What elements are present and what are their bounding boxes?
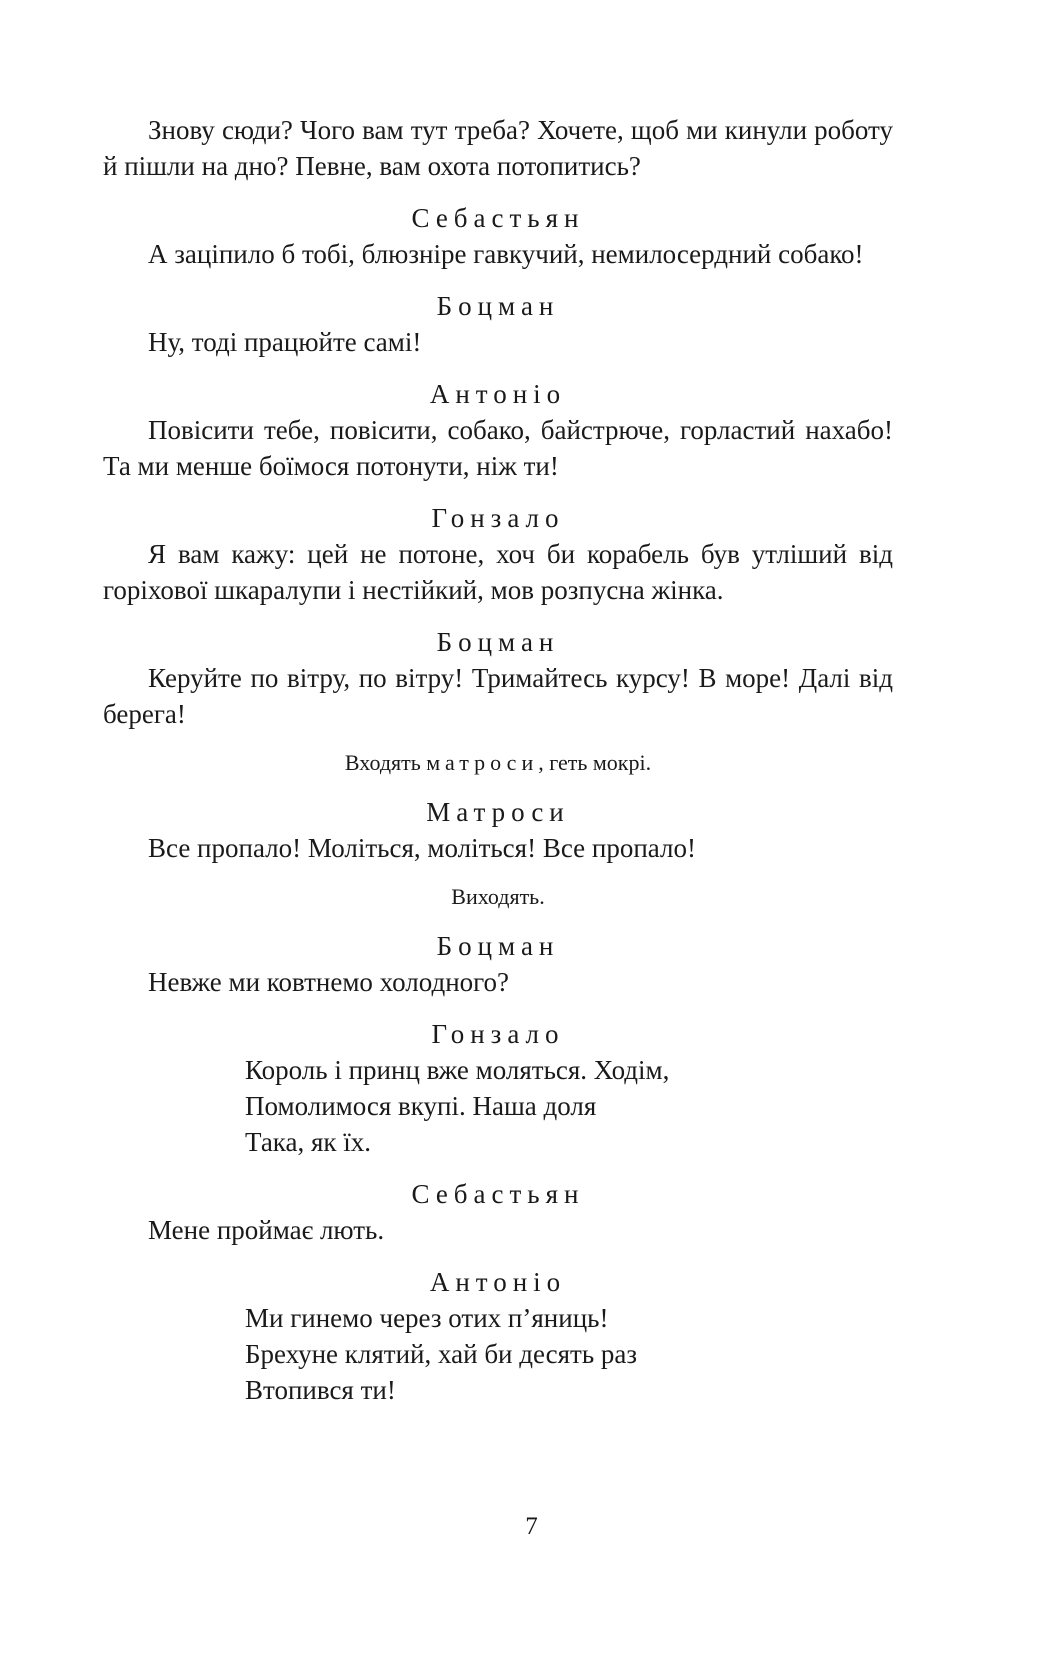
speech-sailors-1: Все пропало! Моліться, моліться! Все пропало! [148, 833, 696, 863]
stage-direction-exit: Виходять. [451, 884, 545, 909]
verse-line: Король і принц вже моляться. Ходім, [245, 1055, 670, 1085]
speech-boatswain-2: Ну, тоді працюйте самі! [148, 327, 422, 357]
direction-text: , геть мокрі. [538, 750, 652, 775]
speaker-gonzalo: Гонзало [431, 1019, 565, 1049]
speaker-antonio: Антоніо [429, 1267, 567, 1297]
speech-sebastian-2: Мене проймає лють. [148, 1215, 385, 1245]
speaker-sebastian: Себастьян [411, 203, 585, 233]
verse-antonio [103, 1300, 893, 1408]
speech-antonio-1: Повісити тебе, повісити, собако, байстрюче, горластий нахабо! Та ми менше боїмося потонути, ніж ти! [103, 415, 893, 481]
verse-line: Така, як їх. [245, 1127, 372, 1157]
stage-direction-enter [103, 748, 893, 778]
page-number: 7 [525, 1513, 538, 1540]
verse-line: Помолимося вкупі. Наша доля [245, 1091, 597, 1121]
speaker-sailors: Матроси [426, 797, 570, 827]
speaker-boatswain: Боцман [436, 627, 560, 657]
speech-boatswain-3: Керуйте по вітру, по вітру! Тримайтесь курсу! В море! Далі від берега! [103, 663, 893, 729]
verse-gonzalo [103, 1052, 893, 1160]
direction-spaced-text: матроси [426, 750, 539, 775]
speech-sebastian-1: А заціпило б тобі, блюзніре гавкучий, немилосердний собако! [148, 239, 864, 269]
direction-text: Входять [344, 750, 421, 775]
speech-gonzalo-1: Я вам кажу: цей не потоне, хоч би корабель був утліший від горіхової шкаралупи і нестійкий, мов розпусна жінка. [103, 539, 893, 605]
verse-line: Ми гинемо через отих п’яниць! [245, 1303, 609, 1333]
speaker-boatswain: Боцман [436, 291, 560, 321]
verse-line: Брехуне клятий, хай би десять раз [245, 1339, 638, 1369]
verse-line: Втопився ти! [245, 1375, 396, 1405]
play-text-page [103, 112, 893, 1408]
speech-boatswain-1: Знову сюди? Чого вам тут треба? Хочете, щоб ми кинули роботу й пішли на дно? Певне, вам охота потопитись? [103, 115, 893, 181]
speech-boatswain-4: Невже ми ковтнемо холодного? [148, 967, 510, 997]
speaker-boatswain: Боцман [436, 931, 560, 961]
speaker-gonzalo: Гонзало [431, 503, 565, 533]
speaker-antonio: Антоніо [429, 379, 567, 409]
speaker-sebastian: Себастьян [411, 1179, 585, 1209]
